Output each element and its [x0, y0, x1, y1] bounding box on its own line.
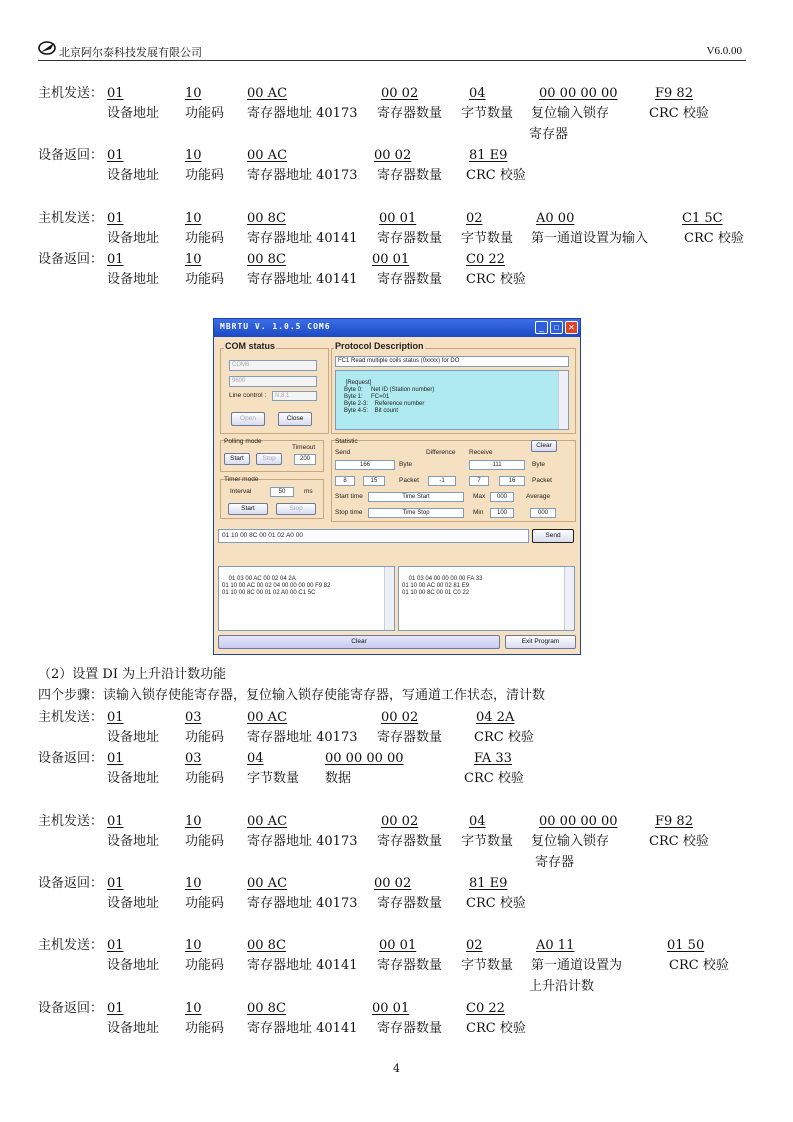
- polling-mode-label: Polling mode: [224, 438, 262, 445]
- field-value: 00 AC: [247, 814, 288, 829]
- field-desc: 功能码: [185, 272, 225, 287]
- field-value: 00 02: [374, 148, 412, 163]
- field-desc: 寄存器数量: [377, 106, 443, 121]
- packet-label: Packet: [532, 477, 552, 484]
- field-value: 00 AC: [247, 876, 288, 891]
- protocol-title: Protocol Description: [335, 341, 424, 351]
- stop-time-field: Time Stop: [368, 508, 464, 518]
- device-return-label: 设备返回：: [38, 876, 104, 891]
- field-desc: 功能码: [185, 168, 225, 183]
- protocol-text: [335, 370, 569, 430]
- field-value: 10: [185, 1001, 202, 1016]
- field-value: 00 AC: [247, 148, 288, 163]
- field-value: 00 02: [381, 86, 419, 101]
- open-button[interactable]: Open: [231, 412, 265, 426]
- field-desc: 寄存器地址 40141: [247, 958, 358, 973]
- field-desc: 第一通道设置为输入: [531, 231, 649, 246]
- stop-time-label: Stop time: [335, 509, 363, 516]
- field-desc: 复位输入锁存: [531, 106, 610, 121]
- company-name: 北京阿尔泰科技发展有限公司: [59, 46, 202, 59]
- field-desc: 复位输入锁存: [531, 834, 610, 849]
- field-value: 00 AC: [247, 710, 288, 725]
- command-input[interactable]: 01 10 00 8C 00 01 02 A0 00: [218, 529, 529, 543]
- field-value: 00 02: [381, 710, 419, 725]
- ms-label: ms: [304, 488, 313, 495]
- company-logo-icon: [38, 41, 58, 55]
- timer-mode-label: Timer mode: [224, 476, 259, 483]
- minimize-icon[interactable]: _: [535, 321, 548, 334]
- baud-rate-select[interactable]: 9600: [229, 376, 317, 387]
- field-desc: CRC 校验: [466, 168, 526, 183]
- field-desc: 寄存器地址 40141: [247, 1021, 358, 1036]
- field-value: 10: [185, 252, 202, 267]
- field-desc: 设备地址: [107, 834, 160, 849]
- start-time-field: Time Start: [368, 492, 464, 502]
- max-label: Max: [473, 493, 486, 500]
- field-desc: 设备地址: [107, 231, 160, 246]
- field-value: 00 00 00 00: [325, 751, 404, 766]
- field-value: 00 01: [372, 252, 410, 267]
- field-value: 01: [107, 751, 124, 766]
- min-field: 100: [490, 508, 514, 518]
- field-desc: 设备地址: [107, 771, 160, 786]
- timer-start-button[interactable]: Start: [228, 503, 268, 515]
- protocol-text-content: [Request] Byte 0: Net ID (Station number) Byte 1: FC=01 Byte 2-3: Reference number Byte 4-5: Bit count: [344, 380, 435, 414]
- field-desc: 寄存器地址 40173: [247, 106, 358, 121]
- field-value: 02: [466, 211, 483, 226]
- field-value: 00 8C: [247, 252, 286, 267]
- field-desc: 寄存器数量: [377, 1021, 443, 1036]
- device-return-label: 设备返回：: [38, 1001, 104, 1016]
- field-value: 10: [185, 938, 202, 953]
- polling-start-button[interactable]: Start: [224, 453, 250, 465]
- field-value: 01: [107, 252, 124, 267]
- receive-log-scrollbar[interactable]: [564, 567, 574, 630]
- field-desc-cont: 寄存器: [535, 855, 575, 870]
- field-desc-cont: 上升沿计数: [529, 979, 595, 994]
- field-desc: 功能码: [185, 958, 225, 973]
- field-desc: 寄存器数量: [377, 834, 443, 849]
- window-title: MBRTU V. 1.0.5 COM6: [220, 322, 331, 331]
- field-desc: 寄存器地址 40141: [247, 231, 358, 246]
- send-packet-field: 15: [363, 476, 385, 486]
- field-desc: 寄存器数量: [377, 958, 443, 973]
- mbrtu-app-window: [213, 318, 581, 655]
- version-label: V6.0.00: [706, 45, 742, 57]
- field-desc: CRC 校验: [464, 771, 524, 786]
- field-desc: CRC 校验: [466, 272, 526, 287]
- average-field: 000: [530, 508, 556, 518]
- field-value: A0 11: [536, 938, 575, 953]
- field-value: 10: [185, 211, 202, 226]
- field-desc: 设备地址: [107, 958, 160, 973]
- protocol-select[interactable]: FC1 Read multiple coils status (0xxxx) for DO: [335, 356, 569, 367]
- field-desc: 寄存器数量: [377, 231, 443, 246]
- field-desc: 字节数量: [461, 834, 514, 849]
- start-time-label: Start time: [335, 493, 363, 500]
- close-port-button[interactable]: Close: [278, 412, 312, 426]
- sent-log-content: 01 03 00 AC 00 02 04 2A 01 10 00 AC 00 02 04 00 00 00 00 F9 82 01 10 00 8C 00 01 02 A0 00 C1 5C: [222, 576, 331, 596]
- timeout-label: Timeout: [292, 444, 316, 451]
- send-bytes-field: 166: [335, 460, 395, 470]
- field-desc: CRC 校验: [466, 896, 526, 911]
- field-value: 00 01: [379, 938, 417, 953]
- field-desc: CRC 校验: [669, 958, 729, 973]
- page-number: 4: [393, 1062, 400, 1075]
- field-desc: 设备地址: [107, 1021, 160, 1036]
- field-desc: CRC 校验: [684, 231, 744, 246]
- field-value: 01: [107, 814, 124, 829]
- field-desc: 功能码: [185, 106, 225, 121]
- field-desc: 功能码: [185, 231, 225, 246]
- field-value: 04: [469, 814, 486, 829]
- field-value: 04: [469, 86, 486, 101]
- receive-bytes-field: 111: [469, 460, 525, 470]
- field-desc: 字节数量: [461, 958, 514, 973]
- field-desc: 功能码: [185, 1021, 225, 1036]
- max-field: 000: [490, 492, 514, 502]
- receive-log-content: 01 03 04 00 00 00 00 FA 33 01 10 00 AC 00 02 81 E9 01 10 00 8C 00 01 C0 22: [402, 576, 483, 596]
- field-value: 03: [185, 751, 202, 766]
- send-label: Send: [335, 449, 351, 456]
- field-value: 01: [107, 86, 124, 101]
- difference-field: -1: [428, 476, 456, 486]
- device-return-label: 设备返回：: [38, 148, 104, 163]
- field-desc: 功能码: [185, 896, 225, 911]
- field-desc: 数据: [325, 771, 352, 786]
- host-send-label: 主机发送：: [38, 211, 104, 226]
- min-label: Min: [473, 509, 484, 516]
- field-desc: 寄存器地址 40173: [247, 896, 358, 911]
- byte-label: Byte: [399, 461, 413, 468]
- field-desc: 寄存器数量: [377, 168, 443, 183]
- field-desc: CRC 校验: [649, 106, 709, 121]
- field-value: 00 8C: [247, 211, 286, 226]
- field-value: FA 33: [474, 751, 512, 766]
- receive-label: Receive: [469, 449, 493, 456]
- field-value: 01 50: [667, 938, 705, 953]
- page-header: [38, 40, 746, 61]
- field-desc: 设备地址: [107, 168, 160, 183]
- field-value: F9 82: [655, 86, 693, 101]
- field-value: 00 02: [374, 876, 412, 891]
- host-send-label: 主机发送：: [38, 938, 104, 953]
- field-desc: 功能码: [185, 771, 225, 786]
- field-desc-cont: 寄存器: [529, 127, 569, 142]
- byte-label: Byte: [532, 461, 546, 468]
- device-return-label: 设备返回：: [38, 252, 104, 267]
- receive-log: [398, 566, 575, 631]
- close-icon[interactable]: ✕: [565, 321, 578, 334]
- device-return-label: 设备返回：: [38, 751, 104, 766]
- field-value: 00 01: [372, 1001, 410, 1016]
- field-value: C0 22: [466, 252, 505, 267]
- field-value: 00 00 00 00: [539, 86, 618, 101]
- difference-label: Difference: [426, 449, 456, 456]
- field-desc: 设备地址: [107, 106, 160, 121]
- send-packet-field: 8: [335, 476, 355, 486]
- host-send-label: 主机发送：: [38, 86, 104, 101]
- section-steps: 四个步骤：读输入锁存使能寄存器，复位输入锁存使能寄存器，写通道工作状态，清计数: [38, 688, 546, 703]
- field-value: C0 22: [466, 1001, 505, 1016]
- timer-stop-button[interactable]: Stop: [276, 503, 316, 515]
- field-value: 03: [185, 710, 202, 725]
- line-control-label: Line control :: [229, 392, 267, 399]
- exit-program-button[interactable]: Exit Program: [505, 635, 576, 649]
- field-desc: CRC 校验: [466, 1021, 526, 1036]
- maximize-icon[interactable]: □: [550, 321, 563, 334]
- field-desc: CRC 校验: [474, 730, 534, 745]
- field-value: 01: [107, 710, 124, 725]
- host-send-label: 主机发送：: [38, 710, 104, 725]
- field-desc: 设备地址: [107, 272, 160, 287]
- field-desc: 寄存器地址 40173: [247, 168, 358, 183]
- field-value: C1 5C: [682, 211, 723, 226]
- field-desc: 设备地址: [107, 730, 160, 745]
- field-value: 01: [107, 876, 124, 891]
- sent-log: [218, 566, 395, 631]
- line-control-field[interactable]: N,8,1: [272, 391, 317, 401]
- protocol-scrollbar[interactable]: [558, 371, 568, 429]
- field-value: 10: [185, 876, 202, 891]
- field-value: 00 00 00 00: [539, 814, 618, 829]
- field-value: F9 82: [655, 814, 693, 829]
- field-value: 01: [107, 148, 124, 163]
- field-desc: 字节数量: [461, 231, 514, 246]
- field-value: 00 02: [381, 814, 419, 829]
- timeout-field[interactable]: 200: [294, 454, 316, 465]
- com-port-select[interactable]: COM6: [229, 360, 317, 371]
- statistic-clear-button[interactable]: Clear: [531, 440, 557, 452]
- clear-log-button[interactable]: Clear: [218, 635, 500, 649]
- field-value: A0 00: [536, 211, 575, 226]
- field-desc: 功能码: [185, 730, 225, 745]
- sent-log-scrollbar[interactable]: [384, 567, 394, 630]
- field-value: 00 01: [379, 211, 417, 226]
- field-desc: 设备地址: [107, 896, 160, 911]
- field-value: 10: [185, 86, 202, 101]
- receive-packet-field: 7: [469, 476, 489, 486]
- field-value: 02: [466, 938, 483, 953]
- field-desc: CRC 校验: [649, 834, 709, 849]
- field-desc: 寄存器地址 40173: [247, 834, 358, 849]
- field-value: 10: [185, 814, 202, 829]
- field-value: 01: [107, 1001, 124, 1016]
- field-value: 00 8C: [247, 1001, 286, 1016]
- field-value: 00 8C: [247, 938, 286, 953]
- field-value: 04: [247, 751, 264, 766]
- com-status-title: COM status: [225, 341, 276, 351]
- field-desc: 功能码: [185, 834, 225, 849]
- send-button[interactable]: Send: [532, 529, 574, 543]
- average-label: Average: [526, 493, 551, 500]
- field-desc: 字节数量: [461, 106, 514, 121]
- field-value: 10: [185, 148, 202, 163]
- field-value: 01: [107, 938, 124, 953]
- field-desc: 寄存器数量: [377, 896, 443, 911]
- field-desc: 字节数量: [247, 771, 300, 786]
- field-value: 01: [107, 211, 124, 226]
- field-value: 81 E9: [469, 876, 508, 891]
- title-bar[interactable]: [214, 319, 580, 337]
- receive-packet-field: 16: [499, 476, 525, 486]
- section-title: （2）设置 DI 为上升沿计数功能: [38, 667, 227, 682]
- field-value: 04 2A: [476, 710, 515, 725]
- statistic-label: Statistic: [335, 438, 358, 445]
- interval-field[interactable]: 50: [270, 487, 294, 497]
- polling-stop-button[interactable]: Stop: [256, 453, 282, 465]
- field-desc: 寄存器数量: [377, 272, 443, 287]
- field-value: 00 AC: [247, 86, 288, 101]
- packet-label: Packet: [399, 477, 419, 484]
- field-desc: 寄存器地址 40173: [247, 730, 358, 745]
- host-send-label: 主机发送：: [38, 814, 104, 829]
- field-desc: 寄存器数量: [377, 730, 443, 745]
- field-value: 81 E9: [469, 148, 508, 163]
- field-desc: 第一通道设置为: [531, 958, 623, 973]
- field-desc: 寄存器地址 40141: [247, 272, 358, 287]
- interval-label: Interval: [230, 488, 252, 495]
